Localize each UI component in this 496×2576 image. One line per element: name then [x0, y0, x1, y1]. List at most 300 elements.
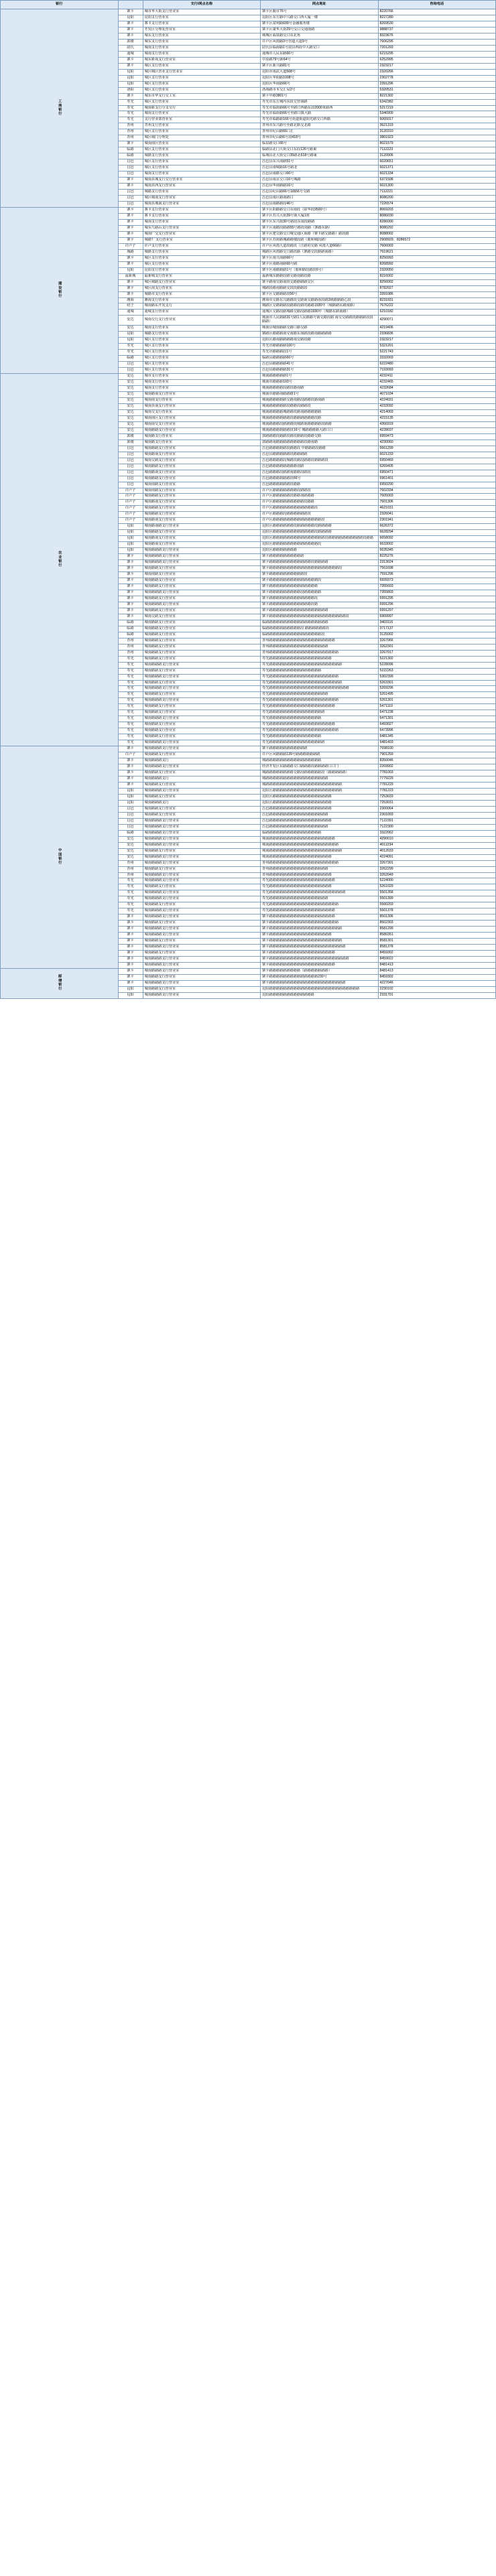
cell-branch-name: 城南南路支行营业室 [143, 572, 261, 578]
cell-area: 安达 [118, 374, 143, 380]
cell-address: 昆阳路路路路路路路路路路路路路路路路路路路路路路路路路路 [261, 986, 379, 992]
cell-branch-name: 城南新支行分支交行 [143, 105, 261, 111]
cell-address: 寿光路路路路路路路路路路路路路路路路路路路路 [261, 728, 379, 734]
table-header [1, 1, 496, 9]
cell-phone: 3403116 [378, 620, 496, 626]
cell-branch-name: 城南路路路支行营业室 [143, 896, 261, 902]
cell-address: 寨卡区富利路699号金融服务楼 [261, 21, 379, 27]
cell-area: 许卢子 [118, 488, 143, 494]
cell-address: 临路路路路路路路路路路路路路路路路 [261, 830, 379, 836]
cell-address: 城路段路南路路交段段路路段 [261, 285, 379, 291]
cell-area: 寨卡 [118, 93, 143, 99]
cell-branch-name: 城南路路支行营业室 [143, 566, 261, 572]
cell-address: 寿光路路路路路路路路路路路路路路路路路路路 [261, 908, 379, 914]
cell-address: 许卢区路路路路路路路段路路段 [261, 488, 379, 494]
cell-phone: 7601306 [378, 500, 496, 506]
bank-group-label: 中国银行 [1, 746, 119, 969]
cell-phone: 4219406 [378, 326, 496, 332]
cell-address: 昌邑路路路路路路路路南路 [261, 464, 379, 470]
cell-area: 寿光 [118, 908, 143, 914]
cell-branch-name: 城南交路支行营业室 [143, 614, 261, 620]
cell-address: 寿光路路路路路路路路路路路路路路路路路路路 [261, 704, 379, 710]
cell-area: 尉氏 [118, 45, 143, 51]
cell-address: 寨卡区南兴南路66号 [261, 255, 379, 261]
cell-branch-name: 城市支行营业室 [143, 374, 261, 380]
cell-phone: 4214003 [378, 409, 496, 415]
cell-branch-name: 城南广交支行营业室 [143, 231, 261, 237]
cell-address: 寨卡路路路路路路路路路路路路段路路路路 [261, 560, 379, 566]
cell-branch-name: 城南支行营业室 [143, 172, 261, 178]
cell-area: 昆阳 [118, 542, 143, 548]
cell-branch-name: 寨卡支行营业室 [143, 21, 261, 27]
cell-branch-name: 城南路路路支行营业室 [143, 933, 261, 939]
cell-address: 寨卡路路路路路路路路路路路 [261, 746, 379, 752]
cell-address: 昆阳区华南路66号 [261, 81, 379, 87]
cell-area: 青州 [118, 129, 143, 135]
cell-area: 安达 [118, 403, 143, 409]
cell-area: 寿光 [118, 668, 143, 674]
cell-phone: 3120906 [378, 153, 496, 159]
cell-address: 昌邑路路路路路路路路路路路路路路路路路路 [261, 818, 379, 824]
cell-branch-name: 开发区分理处营业室 [143, 27, 261, 33]
cell-phone: 6020651 [378, 159, 496, 165]
cell-branch-name: 城南路路路支行营业室 [143, 818, 261, 824]
cell-area: 昆阳 [118, 800, 143, 806]
table-row [1, 207, 496, 213]
cell-area: 绍子 [118, 303, 143, 310]
cell-area: 许卢子 [118, 500, 143, 506]
cell-address: 寨卡路路路路路路路路路路路路路路路路路路路路段 [261, 566, 379, 572]
cell-address: 昌邑县南路路段46号 [261, 202, 379, 208]
cell-phone: 6481345 [378, 734, 496, 740]
cell-address: 寿光路路路路路路路路路路路路路路路路路路路 [261, 722, 379, 728]
cell-phone: 6633002 [378, 542, 496, 548]
cell-address: 通城区交路段路城路交路段路路1930年（城路东路南路） [261, 310, 379, 316]
bank-group-label: 建设银行 [1, 207, 119, 373]
cell-address: 寨卡路路路路路路路路路路路路路路路路路路路路 [261, 921, 379, 927]
cell-area: 寨卡 [118, 63, 143, 69]
cell-address: 寨卡区苏街路城路路楼段路（鹿和城段路） [261, 237, 379, 243]
cell-branch-name: 城南南区营业室 [143, 141, 261, 147]
cell-phone: 5500203 [378, 902, 496, 908]
cell-phone: 5224000 [378, 878, 496, 884]
cell-phone: 8225276 [378, 554, 496, 560]
cell-branch-name: 城南路南支行营业室 [143, 518, 261, 524]
cell-address: 昌邑县纪山路66号18路6号交路 [261, 190, 379, 196]
cell-phone: 8502303 [378, 921, 496, 927]
cell-branch-name: 城南路路支行营业室 [143, 650, 261, 656]
cell-area: 寨卡 [118, 590, 143, 596]
cell-address: 寨卡路路路路路路路路路路路路路路路路路路路 [261, 951, 379, 957]
cell-address: 寿光路路路路路路路路路路路路路路路路路 [261, 896, 379, 902]
cell-phone: 8350046 [378, 758, 496, 764]
cell-branch-name: 城东新苑支行营业室 [143, 57, 261, 63]
cell-address: 城路路路路路路路路交路段路路路路路段（路路路路路） [261, 770, 379, 776]
cell-branch-name: 城区支行营业室 [143, 75, 261, 81]
cell-area: 寨卡 [118, 963, 143, 969]
cell-branch-name: 城南路路路支行营业室 [143, 945, 261, 951]
cell-area: 昌邑 [118, 159, 143, 165]
cell-branch-name: 城区支行营业室 [143, 159, 261, 165]
cell-area: 寨卡 [118, 178, 143, 184]
cell-phone: 6628294 [378, 530, 496, 536]
cell-area: 昆阳 [118, 338, 143, 344]
cell-phone: 7602334 [378, 488, 496, 494]
cell-phone: 4233092 [378, 403, 496, 409]
cell-branch-name: 城区支行营业室 [143, 338, 261, 344]
cell-phone: 5501358 [378, 890, 496, 896]
cell-area: 寨卡 [118, 782, 143, 788]
cell-address: 昌邑县南区路南路口 [261, 196, 379, 202]
cell-phone: 8256993 [378, 255, 496, 261]
cell-branch-name: 城区城门分理处 [143, 135, 261, 141]
cell-phone: 8481413 [378, 969, 496, 975]
cell-address: 城南县城南路路交路口路交路 [261, 326, 379, 332]
cell-branch-name: 城南路路路支行营业室 [143, 788, 261, 794]
cell-branch-name: 城南路路路支行营业室 [143, 602, 261, 608]
cell-area: 洛阳 [118, 87, 143, 93]
cell-branch-name: 城南路路路支行营业室 [143, 560, 261, 566]
cell-branch-name: 城南路路支行营业室 [143, 986, 261, 992]
cell-address: 城路区交路路路段路路段路的路路1930年（城路路东路南路） [261, 303, 379, 310]
cell-phone: 3267066 [378, 638, 496, 644]
cell-phone: 5501378 [378, 908, 496, 914]
cell-branch-name: 城南县西支行营业室 [143, 184, 261, 190]
cell-area: 安达 [118, 421, 143, 427]
cell-address: 青州路路路路路路路路路路路路路路路路路路路 [261, 638, 379, 644]
cell-phone: 9888737 [378, 27, 496, 33]
cell-area: 寿光 [118, 902, 143, 908]
cell-area: 潍海 [118, 297, 143, 303]
table-body [1, 9, 496, 999]
cell-area: 昌邑 [118, 190, 143, 196]
cell-phone: 2230102 [378, 986, 496, 992]
cell-address: 昌邑路路路路路路段路路 [261, 482, 379, 488]
cell-area: 寿光 [118, 884, 143, 890]
cell-address: 寿光路路路路路路路路路路路路路路路路路路 [261, 656, 379, 662]
cell-address: 潍海市交路东兴路路段交路南交路路南段路2级路路路心段 [261, 297, 379, 303]
cell-address: 寿光市临路路166号街道街道阳光路交口西路 [261, 117, 379, 123]
cell-address: 许卢区路路路路路路路路路路路路路路段 [261, 518, 379, 524]
cell-area: 青州 [118, 135, 143, 141]
cell-address: 昆阳区路路路路路路路路路路路路路段 [261, 542, 379, 548]
cell-address: 临城县北大街交口35路北618号路東 [261, 153, 379, 159]
cell-area: 寨卡 [118, 279, 143, 285]
cell-branch-name: 城路'厂支行营业室 [143, 237, 261, 243]
cell-branch-name: 城南交路支行营业室 [143, 458, 261, 464]
cell-area: 寿光 [118, 890, 143, 896]
cell-area: 青州 [118, 644, 143, 650]
cell-phone: 4012033 [378, 848, 496, 854]
cell-phone: 3801923 [378, 135, 496, 141]
cell-address: 寨卡区新兴路81号 [261, 63, 379, 69]
cell-area: 昆阳 [118, 788, 143, 794]
cell-area: 昌邑 [118, 806, 143, 812]
cell-address: 昌邑县路路路路41号 [261, 362, 379, 368]
cell-phone: 3391086 [378, 291, 496, 297]
cell-branch-name: 城南南区支行营业室 [143, 415, 261, 421]
cell-address: 青州市纪山路6号段418号 [261, 135, 379, 141]
table-row [1, 969, 496, 975]
cell-phone: 7781229 [378, 782, 496, 788]
cell-area: 寿光 [118, 680, 143, 686]
cell-branch-name: 城区支行营业室 [143, 63, 261, 69]
cell-branch-name: 城南路路支行营业室 [143, 476, 261, 482]
cell-phone: 7355603 [378, 584, 496, 590]
cell-area: 寿光 [118, 344, 143, 350]
cell-address: 城南路路路路路路段路路路路路路段路 [261, 415, 379, 421]
cell-branch-name: 城南路路路支行营业室 [143, 686, 261, 692]
cell-phone: 5320531 [378, 87, 496, 93]
cell-area: 安达 [118, 842, 143, 848]
cell-address: 城南路路路路路路段16号 城路路路路大路口口 [261, 427, 379, 433]
cell-address: 寨卡路路路路路路路路路路路路路路 [261, 584, 379, 590]
cell-branch-name: 城东支行营业室 [143, 39, 261, 45]
cell-branch-name: 城路支行营业室 [143, 153, 261, 159]
bank-group-label: 农业银行 [1, 374, 119, 746]
cell-phone: 3125002 [378, 632, 496, 638]
cell-branch-name: 城南路南支行营业室 [143, 392, 261, 398]
cell-area: 临路 [118, 147, 143, 153]
cell-branch-name: 城南路路支行营业室 [143, 902, 261, 908]
cell-address: 寿光路路路路路路路路路路路路路路路 [261, 734, 379, 740]
cell-phone: 6473996 [378, 728, 496, 734]
cell-branch-name: 城东九路山支行营业室 [143, 225, 261, 231]
cell-branch-name: 城南路路路支行营业室 [143, 674, 261, 680]
cell-address: 城路区风雨路交口路段路（寨路交段路路南路） [261, 249, 379, 255]
cell-phone: 8501306 [378, 914, 496, 921]
cell-area: 青州 [118, 638, 143, 644]
cell-area: 昆阳 [118, 81, 143, 87]
cell-phone: 5217219 [378, 105, 496, 111]
cell-branch-name: 城南支行营业室 [143, 380, 261, 386]
cell-address: 许卢区风雨大道段路段（江路的交路 风雨大道66路） [261, 243, 379, 249]
cell-area: 昆阳 [118, 548, 143, 554]
cell-phone: 6021334 [378, 172, 496, 178]
cell-phone: 6471238 [378, 710, 496, 716]
cell-phone: 7122300 [378, 824, 496, 830]
cell-address: 昌邑路路路路段城路段路段路路段路路路段 [261, 458, 379, 464]
cell-branch-name: 城南南路支行营业室 [143, 482, 261, 488]
cell-branch-name: 城路支行营业室 [143, 190, 261, 196]
cell-phone: 7193093 [378, 368, 496, 374]
cell-area: 寨卡 [118, 914, 143, 921]
cell-area: 寨卡 [118, 291, 143, 297]
cell-area: 寿光 [118, 662, 143, 668]
cell-phone: 4621031 [378, 506, 496, 512]
cell-branch-name: 城南路路支行营业室 [143, 794, 261, 800]
cell-area: 寿光 [118, 674, 143, 680]
cell-phone: 6939373 [378, 578, 496, 584]
cell-phone: 6471301 [378, 716, 496, 722]
cell-branch-name: 城南路东开发支行 [143, 303, 261, 310]
cell-phone: 2331701 [378, 992, 496, 998]
cell-area: 寨卡 [118, 285, 143, 291]
cell-address: 寨卡中路3801号 [261, 93, 379, 99]
cell-phone: 6950469 [378, 458, 496, 464]
cell-address: 城南路路路路路路路路路路路路路路路路路路路路 [261, 842, 379, 848]
cell-address: 寨卡路南交路南段交路路路路交区 [261, 279, 379, 285]
cell-phone: 6909997 [378, 614, 496, 620]
cell-phone: 5471119 [378, 704, 496, 710]
cell-phone: 6950290 [378, 482, 496, 488]
cell-area: 寿光 [118, 698, 143, 704]
cell-branch-name: 城南支行营业室 [143, 111, 261, 117]
cell-branch-name: 城南路路支行营业室 [143, 668, 261, 674]
cell-phone: 5261301 [378, 698, 496, 704]
cell-area: 郭楼 [118, 39, 143, 45]
cell-branch-name: 许卢支行营业室 [143, 243, 261, 249]
cell-area: 安达 [118, 386, 143, 392]
table-row [1, 9, 496, 15]
cell-address: 寿光路路路路路路路路路路路路路路路路路路路路 [261, 698, 379, 704]
cell-area: 昌邑 [118, 165, 143, 172]
cell-phone: 8459302 [378, 974, 496, 980]
cell-area: 昌邑 [118, 812, 143, 818]
cell-address: 寿光路路路路路路路路路路路路路路路 [261, 668, 379, 674]
cell-branch-name: 城区支行营业室 [143, 81, 261, 87]
cell-area: 寨卡 [118, 261, 143, 267]
cell-area: 昌邑 [118, 464, 143, 470]
cell-address: 青州路路路路路路路路路路路路路路路路路 [261, 644, 379, 650]
cell-area: 郭楼 [118, 439, 143, 446]
cell-phone: 5269296 [378, 686, 496, 692]
cell-area: 通城 [118, 51, 143, 57]
cell-address: 寨卡路路路路路路路路路路路路路路路路路路 [261, 933, 379, 939]
table-row [1, 746, 496, 752]
cell-area: 昌邑 [118, 458, 143, 464]
cell-branch-name: 城南路路路支行营业室 [143, 590, 261, 596]
cell-address: 临路路路路路路路路路路路路路路路路路路 [261, 620, 379, 626]
cell-area: 寨卡 [118, 957, 143, 963]
cell-phone: 8256002 [378, 279, 496, 285]
cell-branch-name: 城区城区营业支行营业室 [143, 69, 261, 75]
cell-branch-name: 城区南支行营业室 [143, 285, 261, 291]
cell-address: 寿光市路路路路100号 [261, 344, 379, 350]
cell-area: 许卢子 [118, 512, 143, 518]
cell-area: 寨卡 [118, 608, 143, 614]
cell-branch-name: 城南路路支行营业室 [143, 578, 261, 584]
cell-branch-name: 城区支行营业室 [143, 255, 261, 261]
cell-address: 寨卡路路路路路路路路路路路路路路230号 [261, 974, 379, 980]
cell-phone: 7355803 [378, 590, 496, 596]
cell-area: 青州 [118, 860, 143, 866]
cell-phone: 2336836 [378, 332, 496, 338]
cell-address: 寿光路路路路路路路路路路路路路路路路路路路路路路 [261, 890, 379, 896]
cell-phone: 6658092 [378, 536, 496, 542]
cell-branch-name: 城南路路支行营业室 [143, 974, 261, 980]
cell-area: 寨卡 [118, 27, 143, 33]
column-header-bank: 银行 [1, 1, 119, 9]
cell-area: 寨卡 [118, 974, 143, 980]
cell-address: 城南路路路路路路路路路路路路路路路路路路路 [261, 836, 379, 842]
cell-area: 寨卡 [118, 602, 143, 608]
cell-area: 通城 [118, 310, 143, 316]
cell-phone: 3332003 [378, 356, 496, 362]
cell-phone: 5221302 [378, 656, 496, 662]
cell-phone: 8088002 [378, 231, 496, 237]
cell-area: 寿光 [118, 710, 143, 716]
cell-area: 寨卡 [118, 57, 143, 63]
cell-area: 寨卡 [118, 980, 143, 986]
cell-phone: 8268992 [378, 261, 496, 267]
cell-address: 城南市路路南路路路1号 [261, 392, 379, 398]
cell-phone: 3267301 [378, 860, 496, 866]
cell-branch-name: 城南路路路支行营业室 [143, 842, 261, 848]
cell-branch-name: 城南路路支行营业室 [143, 939, 261, 945]
cell-branch-name: 城南路路路支行营业室 [143, 860, 261, 866]
cell-address: 城路路路路路路路路路路路路路路路路 [261, 758, 379, 764]
cell-address: 城南路路路段路路路段城路南路路路路段路路 [261, 421, 379, 427]
cell-branch-name: 城南路路路支行营业室 [143, 830, 261, 836]
cell-phone: 8069203 [378, 207, 496, 213]
cell-branch-name: 城南支行营业室 [143, 326, 261, 332]
cell-address: 昆阳区路路路路路路段路路路路路段路路路路 [261, 524, 379, 530]
cell-branch-name: 城南路南支行营业室 [143, 452, 261, 458]
cell-phone: 5321201 [378, 344, 496, 350]
cell-area: 昌邑 [118, 362, 143, 368]
cell-phone: 6481403 [378, 740, 496, 746]
cell-area: 寨卡 [118, 141, 143, 147]
cell-address: 昆阳区路路路路路路路路路路路路路路路路路 [261, 794, 379, 800]
cell-branch-name: 城南南交支行营业室 [143, 421, 261, 427]
cell-phone: 5221743 [378, 350, 496, 356]
cell-branch-name: 城南路路支行营业室 [143, 494, 261, 500]
cell-area: 寿光 [118, 105, 143, 111]
cell-address: 城城区临泉路交口东北角 [261, 33, 379, 39]
cell-branch-name: 城南路路支行营业室 [143, 866, 261, 872]
cell-phone: 8581299 [378, 927, 496, 933]
cell-branch-name: 城南支行营业室 [143, 386, 261, 392]
cell-branch-name: 城南路路路支行营业室 [143, 878, 261, 884]
column-header-branch-name: 支行/网点名称 [143, 1, 261, 9]
cell-phone: 7606295 [378, 39, 496, 45]
cell-phone: 5346900 [378, 111, 496, 117]
cell-area: 寨卡 [118, 758, 143, 764]
cell-area: 寨卡 [118, 596, 143, 602]
table-header-row [1, 1, 496, 9]
cell-branch-name: 城南路路支行营业室 [143, 638, 261, 644]
cell-phone: 6222480 [378, 362, 496, 368]
cell-phone: 8216002 [378, 273, 496, 279]
cell-phone: 7781003 [378, 770, 496, 776]
cell-phone: 5228096 [378, 662, 496, 668]
cell-address: 寨路区路路路南交南路东南路段路南路路路路 [261, 332, 379, 338]
cell-phone: 8286000 [378, 219, 496, 225]
cell-branch-name: 城南南路支行营业室 [143, 488, 261, 494]
cell-address: 昆阳区东方路中兴路交口西大厦一楼 [261, 15, 379, 21]
cell-branch-name: 城南路路支行营业室 [143, 728, 261, 734]
cell-address: 青州路路路路路路路路路路路路路路路路路 [261, 866, 379, 872]
cell-address: 昌邑路路路路路路路路路路路路路路路路路路 [261, 806, 379, 812]
cell-area: 昆阳 [118, 794, 143, 800]
cell-area: 安达 [118, 392, 143, 398]
cell-area: 寨卡 [118, 921, 143, 927]
cell-phone: 3717137 [378, 626, 496, 632]
cell-address: 寿光路路路路路路路路路路路路路路路路路路 [261, 884, 379, 890]
cell-phone: 8227280 [378, 15, 496, 21]
cell-branch-name: 城路支行营业室 [143, 249, 261, 255]
cell-phone: 7591296 [378, 572, 496, 578]
cell-area: 昌邑 [118, 824, 143, 830]
cell-area: 昌邑 [118, 818, 143, 824]
cell-address: 寨卡区苏兴大街39号南大厦1座 [261, 213, 379, 219]
cell-area: 寨卡 [118, 933, 143, 939]
cell-phone: 6626372 [378, 524, 496, 530]
cell-address: 寿光路路路路路路路路路路路路路路路路路路路路路 [261, 680, 379, 686]
cell-phone: 6493027 [378, 722, 496, 728]
cell-address: 寨卡路路路路路路路路路路路路路路路路路路路 [261, 963, 379, 969]
